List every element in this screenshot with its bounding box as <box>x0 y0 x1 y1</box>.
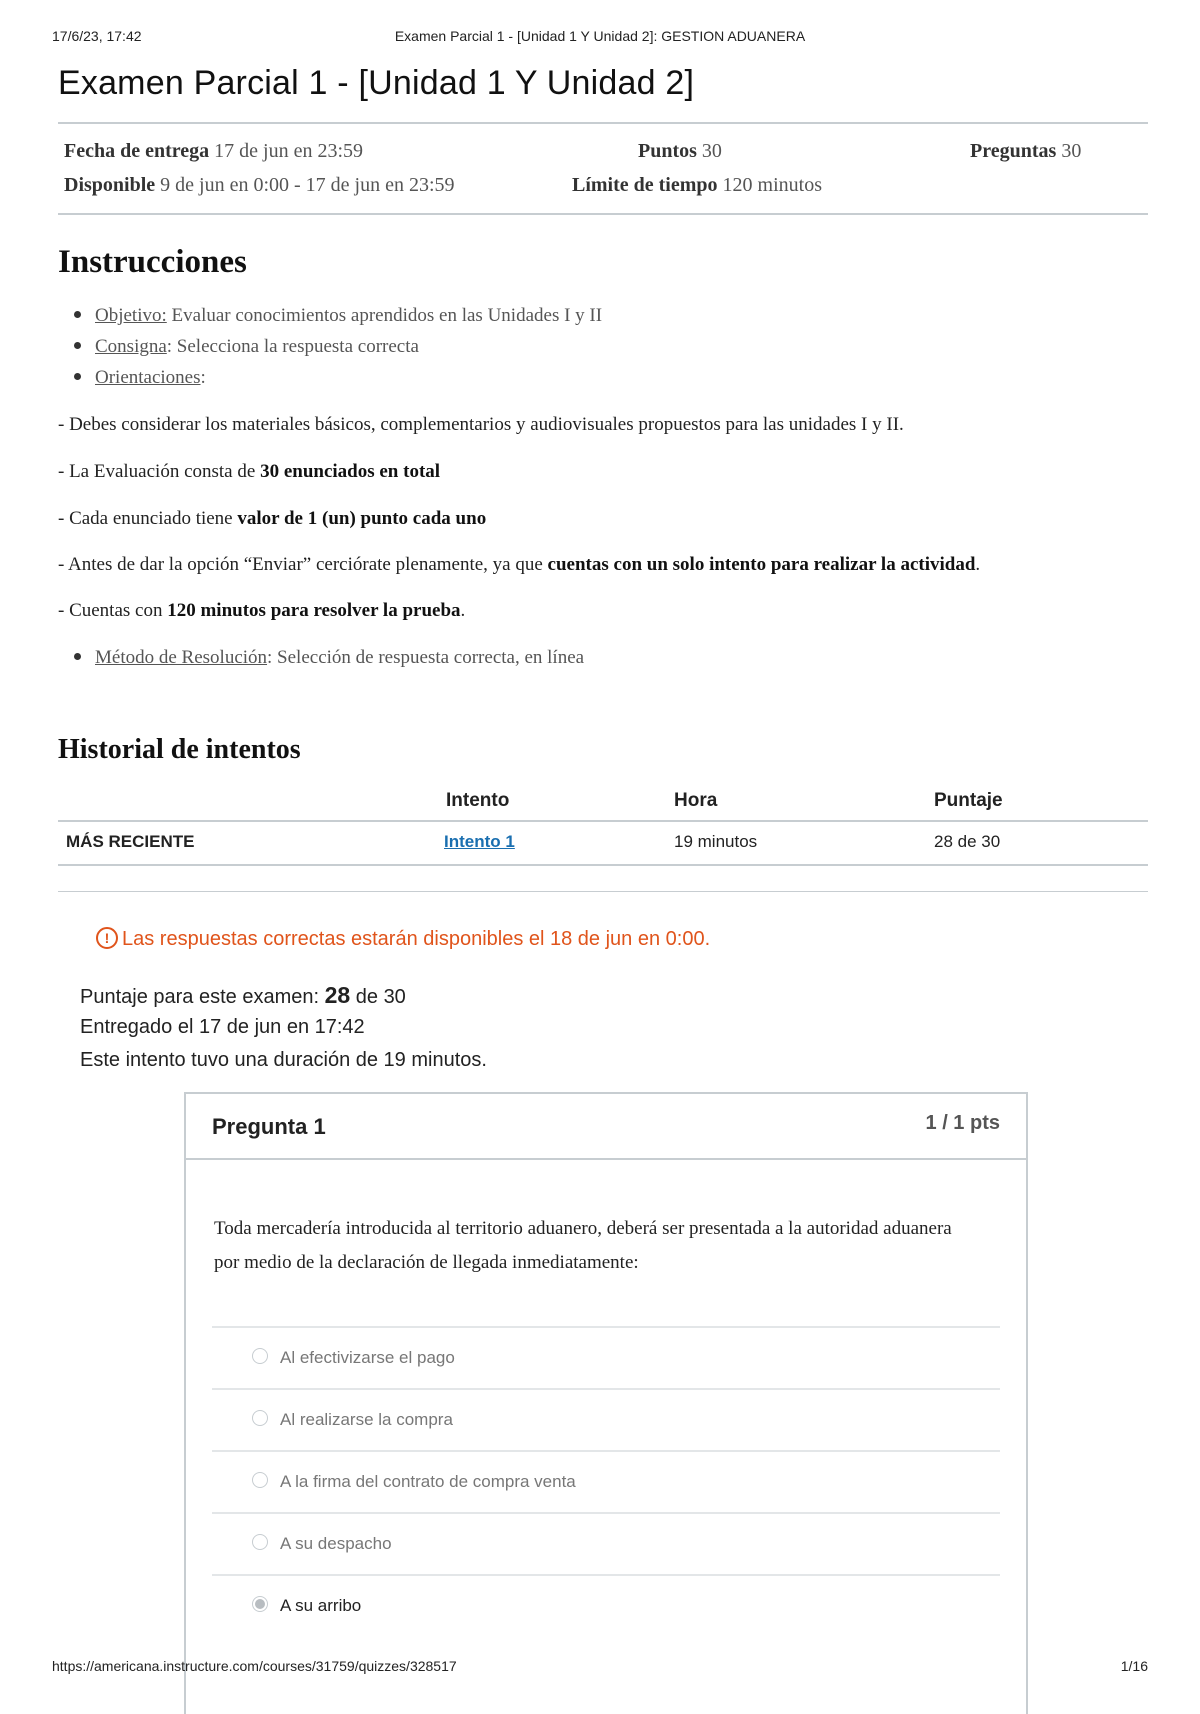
print-doc-title: Examen Parcial 1 - [Unidad 1 Y Unidad 2]: GESTION ADUANERA <box>394 28 806 44</box>
points-value: 30 <box>701 140 722 162</box>
orientaciones-item <box>74 367 206 389</box>
text-bold: 120 minutos para resolver la prueba <box>167 600 461 621</box>
col-header-intento: Intento <box>446 790 510 811</box>
text-bold: valor de 1 (un) punto cada uno <box>237 508 487 529</box>
answer-option[interactable] <box>212 1450 1000 1512</box>
warning-text: Las respuestas correctas estarán disponibles el 18 de jun en 0:00. <box>122 928 711 950</box>
answer-option-selected[interactable] <box>212 1574 1000 1636</box>
time-limit <box>572 174 822 197</box>
page-title: Examen Parcial 1 - [Unidad 1 Y Unidad 2] <box>58 64 695 102</box>
radio-icon[interactable] <box>252 1410 268 1426</box>
due-date-value: 17 de jun en 23:59 <box>214 140 364 162</box>
bullet-icon <box>74 311 81 318</box>
objective-item <box>74 305 602 327</box>
time-limit-label: Límite de tiempo <box>572 174 718 196</box>
questions-count <box>970 140 1081 163</box>
text: Puntaje para este examen: <box>80 986 325 1008</box>
bullet-icon <box>74 342 81 349</box>
answer-option[interactable] <box>212 1512 1000 1574</box>
attempt-time: 19 minutos <box>674 832 758 851</box>
consigna-text: : Selecciona la respuesta correcta <box>166 336 419 357</box>
question-points: 1 / 1 pts <box>925 1112 1000 1134</box>
bullet-icon <box>74 373 81 380</box>
history-heading: Historial de intentos <box>58 734 301 765</box>
answer-text: Al realizarse la compra <box>280 1410 453 1429</box>
bullet-icon <box>74 653 81 660</box>
text: - La Evaluación consta de <box>58 461 261 482</box>
orientaciones-text: : <box>200 367 206 388</box>
answer-text: A su despacho <box>280 1534 392 1553</box>
text-bold: cuentas con un solo intento para realizar la actividad <box>547 554 976 575</box>
warning-icon: ! <box>96 927 118 949</box>
instruction-paragraph: - Debes considerar los materiales básicos, complementarios y audiovisuales propuestos para las unidades I y II. <box>58 414 904 435</box>
text: - Antes de dar la opción “Enviar” cerciórate plenamente, ya que <box>58 554 548 575</box>
points-label: Puntos <box>638 140 697 162</box>
due-date-label: Fecha de entrega <box>64 140 210 162</box>
question-text: Toda mercadería introducida al territorio aduanero, deberá ser presentada a la autoridad aduanera por medio de la declaración de llegada inmediatamente: <box>214 1218 952 1273</box>
print-url: https://americana.instructure.com/courses/31759/quizzes/328517 <box>52 1658 457 1674</box>
table-header-divider <box>58 820 1148 822</box>
attempt-score: 28 de 30 <box>934 832 1001 851</box>
print-datetime: 17/6/23, 17:42 <box>52 28 142 44</box>
instructions-heading: Instrucciones <box>58 244 247 280</box>
method-item <box>74 647 584 669</box>
divider <box>58 891 1148 892</box>
question-header <box>186 1094 1026 1160</box>
answer-text: Al efectivizarse el pago <box>280 1348 455 1367</box>
radio-icon[interactable] <box>252 1534 268 1550</box>
points <box>638 140 722 163</box>
exam-score <box>80 982 406 1009</box>
text: - Cada enunciado tiene <box>58 508 238 529</box>
answer-option[interactable] <box>212 1388 1000 1450</box>
table-bottom-divider <box>58 864 1148 866</box>
divider <box>58 122 1148 124</box>
text: de 30 <box>350 986 406 1008</box>
method-label: Método de Resolución <box>95 647 268 668</box>
due-date <box>64 140 363 163</box>
divider <box>58 213 1148 215</box>
text: - Cuentas con <box>58 600 168 621</box>
print-header <box>52 28 1148 48</box>
answer-option[interactable] <box>212 1326 1000 1388</box>
available <box>64 174 455 197</box>
questions-label: Preguntas <box>970 140 1057 162</box>
radio-icon[interactable] <box>252 1472 268 1488</box>
print-page-number: 1/16 <box>1120 1658 1148 1674</box>
instruction-paragraph <box>58 554 980 576</box>
radio-icon[interactable] <box>252 1348 268 1364</box>
answer-text: A su arribo <box>280 1596 362 1615</box>
attempt-link[interactable]: Intento 1 <box>444 832 515 851</box>
instruction-paragraph <box>58 461 440 483</box>
text: . <box>460 600 466 621</box>
objective-label: Objetivo: <box>95 305 167 326</box>
print-footer <box>52 1658 1148 1674</box>
question-card <box>184 1092 1028 1714</box>
time-limit-value: 120 minutos <box>722 174 822 196</box>
instruction-paragraph <box>58 508 486 530</box>
questions-value: 30 <box>1061 140 1082 162</box>
consigna-item <box>74 336 419 358</box>
consigna-label: Consigna <box>95 336 167 357</box>
method-text: : Selección de respuesta correcta, en línea <box>267 647 585 668</box>
radio-selected-icon[interactable] <box>252 1596 268 1612</box>
submitted-info: Entregado el 17 de jun en 17:42 <box>80 1016 365 1038</box>
row-label: MÁS RECIENTE <box>66 832 195 851</box>
instruction-paragraph <box>58 600 465 622</box>
duration-info: Este intento tuvo una duración de 19 minutos. <box>80 1049 487 1071</box>
col-header-puntaje: Puntaje <box>934 790 1003 811</box>
available-label: Disponible <box>64 174 156 196</box>
answers-availability-warning <box>96 928 710 951</box>
orientaciones-label: Orientaciones <box>95 367 201 388</box>
answer-text: A la firma del contrato de compra venta <box>280 1472 576 1491</box>
score-value: 28 <box>324 982 351 1008</box>
available-value: 9 de jun en 0:00 - 17 de jun en 23:59 <box>160 174 455 196</box>
question-title: Pregunta 1 <box>212 1114 326 1139</box>
objective-text: Evaluar conocimientos aprendidos en las Unidades I y II <box>166 305 603 326</box>
text-bold: 30 enunciados en total <box>260 461 441 482</box>
text: . <box>975 554 981 575</box>
col-header-hora: Hora <box>674 790 718 811</box>
